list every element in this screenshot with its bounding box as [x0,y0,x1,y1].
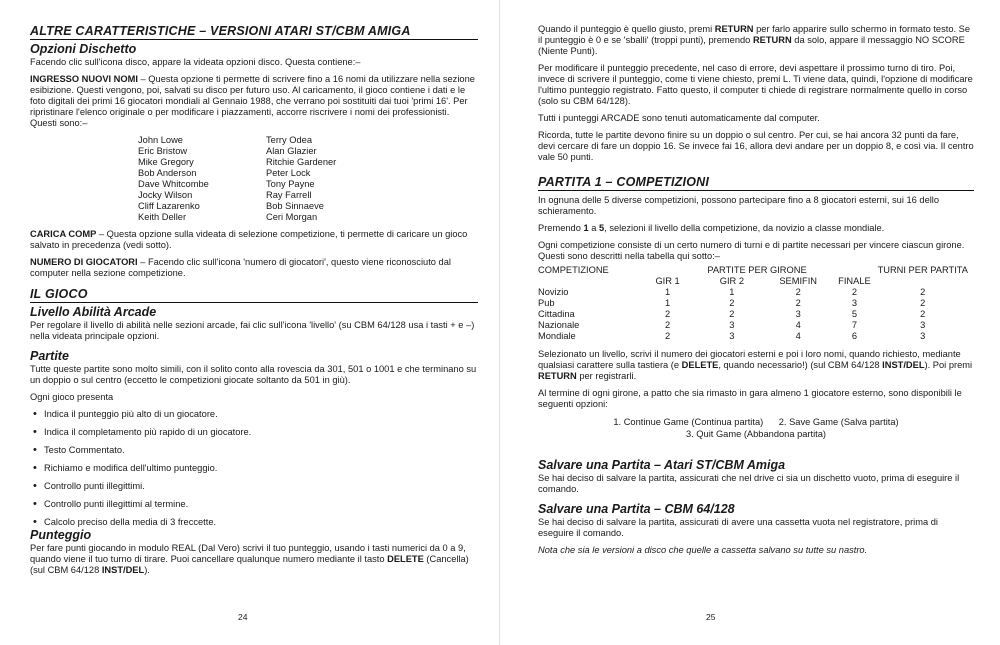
player-name: Mike Gregory [138,157,194,167]
player-name: Terry Odea [266,135,312,145]
player-name: Ceri Morgan [266,212,318,222]
arcade-paragraph: Tutti i punteggi ARCADE sono tenuti automaticamente dal computer. [538,113,820,123]
cell-gir1: 2 [665,309,671,319]
return-key: RETURN [538,371,577,381]
page-number-right: 25 [706,612,716,622]
player-name: Bob Sinnaeve [266,201,324,211]
heading-livello: Livello Abilità Arcade [30,305,157,319]
header-partite: PARTITE PER GIRONE [707,265,807,275]
cell-semifin: 2 [795,287,801,297]
heading-salvare-amiga: Salvare una Partita – Atari ST/CBM Amiga [538,458,786,472]
list-item: • Calcolo preciso della media di 3 freccette. [30,517,478,528]
heading-punteggio: Punteggio [30,528,92,542]
carica-label: CARICA COMP [30,229,97,239]
cell-semifin: 4 [795,331,801,341]
doppio-paragraph: Ricorda, tutte le partite devono finire su un doppio o sul centro. Per cui, se hai ancora 32 punti da fare, devi cercare di fare un doppio 16. Se invece fai 16, allora devi andare per un doppio 8, e così via. Il centro vale 50 punti. [538,130,974,162]
numero-label: NUMERO DI GIOCATORI [30,257,138,267]
list-item: • Richiamo e modifica dell'ultimo punteggio. [30,463,478,474]
header-gir2: GIR 2 [719,276,745,286]
comp-paragraph-1: In ognuna delle 5 diverse competizioni, possono partecipare fino a 8 giocatori esterni, sui 16 dello schieramento. [538,195,940,216]
ingresso-paragraph [30,74,478,129]
section-title-altre: ALTRE CARATTERISTICHE – VERSIONI ATARI ST/CBM AMIGA [30,26,478,40]
selezionato-paragraph [538,349,974,382]
text: a [588,223,599,233]
heading-partite: Partite [30,349,69,363]
comp-paragraph-2 [538,223,974,234]
header-semifin: SEMIFIN [779,276,818,286]
comp-paragraph-3: Ogni competizione consiste di un certo numero di turni e di partite necessari per vincere ciascun girone. Questi sono descritti nella tabella qui sotto:– [538,240,965,261]
row-name: Novizio [538,287,569,297]
text: per farlo apparire sullo schermo in formato testo. Se il punteggio è 0 e se 'sballi' (troppi punti), premendo [538,24,971,45]
player-name: Cliff Lazarenko [138,201,200,211]
instdel-key: INST/DEL [101,565,145,575]
player-name: Bob Anderson [138,168,197,178]
punteggio-paragraph [30,543,478,576]
player-name: Keith Deller [138,212,187,222]
player-name: Jocky Wilson [138,190,193,200]
text: da solo, appare il messaggio NO SCORE (Niente Punti). [538,35,965,56]
cell-gir1: 1 [665,298,671,308]
girone-options [538,416,974,440]
ingresso-label: INGRESSO NUOVI NOMI [30,74,138,84]
table-subheader-row [538,276,968,287]
cell-finale: 6 [851,331,858,341]
cell-turni: 3 [920,331,926,341]
section-title-gioco: IL GIOCO [30,289,478,303]
cell-turni: 2 [920,287,926,297]
salvare-cbm-text: Se hai deciso di salvare la partita, assicurati di avere una cassetta vuota nel registratore, prima di eseguire il comando. [538,517,938,538]
cell-gir1: 2 [665,331,671,341]
player-name: Ritchie Gardener [266,157,337,167]
list-item: • Testo Commentato. [30,445,478,456]
cell-gir2: 2 [729,298,735,308]
heading-salvare-cbm: Salvare una Partita – CBM 64/128 [538,502,735,516]
text: Premendo [538,223,584,233]
table-row [538,298,968,309]
text: ). Poi premi [924,360,973,370]
header-turni: TURNI PER PARTITA [877,265,968,275]
cell-finale: 5 [851,309,858,319]
ingresso-text: – Questa opzione ti permette di scrivere fino a 16 nomi da utilizzare nella sezione esibizione. Questi vengono, poi, salvati su disco per futuro uso. Al caricamento, il gioco contiene i dati e le foto digitali dei primi 16 giocatori mondiali al Gennaio 1988, che verrano poi sostituiti dai tuoi 'primi 16'. Per ripristinare l'elenco originale o per modificare i piazzamenti, accorre riscrivere i nomi dei professionisti. Questi sono:– [30,74,475,128]
text: Selezionato un livello, scrivi il numero dei giocatori esterni e poi i loro nomi, quando richiesto, mediante qualsiasi carattere sulla tastiera (e [538,349,961,370]
key-5: 5 [599,223,605,233]
delete-key: DELETE [387,554,424,564]
instdel-key: INST/DEL [882,360,925,370]
text: , quando necessario!) (sul CBM 64/128 [718,360,883,370]
cell-finale: 7 [851,320,858,330]
cell-gir1: 1 [665,287,671,297]
player-name: Alan Glazier [266,146,317,156]
cell-semifin: 2 [795,298,801,308]
text: , selezioni il livello della competizione, da novizio a classe mondiale. [604,223,885,233]
row-name: Cittadina [538,309,575,319]
punteggio-end: ). [144,565,150,575]
row-name: Mondiale [538,331,576,341]
cell-gir2: 2 [729,309,735,319]
list-item: • Controllo punti illegittimi al termine. [30,499,478,510]
competitions-table [538,265,968,342]
text: per registrarli. [576,371,637,381]
option-save: 2. Save Game (Salva partita) [778,417,899,427]
row-name: Nazionale [538,320,580,330]
cell-gir2: 3 [729,331,735,341]
cell-semifin: 4 [795,320,801,330]
ogni-gioco: Ogni gioco presenta [30,392,114,402]
cell-semifin: 3 [795,309,801,319]
list-item: • Indica il completamento più rapido di un giocatore. [30,427,478,438]
player-name: Dave Whitcombe [138,179,209,189]
opzioni-intro: Facendo clic sull'icona disco, appare la videata opzioni disco. Questa contiene:– [30,57,361,67]
list-item: • Indica il punteggio più alto di un giocatore. [30,409,478,420]
heading-opzioni-dischetto: Opzioni Dischetto [30,42,137,56]
players-list [138,135,478,223]
list-item: • Controllo punti illegittimi. [30,481,478,492]
cell-gir2: 1 [729,287,735,297]
player-name: Peter Lock [266,168,311,178]
cell-gir1: 2 [665,320,671,330]
page-number-left: 24 [238,612,248,622]
key-1: 1 [583,223,589,233]
player-name: Eric Bristow [138,146,188,156]
header-gir1: GIR 1 [655,276,680,286]
header-finale: FINALE [838,276,871,286]
table-row [538,287,968,298]
nota-text: Nota che sia le versioni a disco che quelle a cassetta salvano su tutte su nastro. [538,545,868,555]
cell-gir2: 3 [729,320,735,330]
modify-paragraph: Per modificare il punteggio precedente, nel caso di errore, devi aspettare il prossimo turno di tiro. Poi, invece di scrivere il punteggio, come ti viene chiesto, premi L. Ti viene data, quindi, l'opzione di modificare l'ultimo punteggio registrato. Fatto questo, il computer ti chiede di registrare normalmente quello in corso (solo su CBM 64/128). [538,63,973,106]
partite-text: Tutte queste partite sono molto simili, con il solito conto alla rovescia da 301, 501 o 1001 e che terminano su un doppio o sul centro (eccetto le competizioni giocate soltanto da 501 in giù). [30,364,477,385]
termine-paragraph: Al termine di ogni girone, a patto che sia rimasto in gara almeno 1 giocatore esterno, sono disponibili le seguenti opzioni: [538,388,962,409]
cell-turni: 2 [920,309,926,319]
cell-turni: 2 [920,298,926,308]
header-competizione: COMPETIZIONE [538,265,609,275]
table-row [538,320,968,331]
return-key: RETURN [752,35,792,45]
page-right [500,0,1000,645]
cell-turni: 3 [920,320,926,330]
salvare-amiga-text: Se hai deciso di salvare la partita, assicurati che nel drive ci sia un dischetto vuoto, prima di eseguire il comando. [538,473,960,494]
cell-finale: 3 [851,298,858,308]
text: Quando il punteggio è quello giusto, premi [538,24,715,34]
livello-text: Per regolare il livello di abilità nelle sezioni arcade, fai clic sull'icona 'livello' (su CBM 64/128 usa i tasti + e –) nella videata principale opzioni. [30,320,475,341]
numero-paragraph [30,257,478,279]
numero-text: – Facendo clic sull'icona 'numero di giocatori', questo viene riconosciuto dal computer nella sezione competizione. [30,257,451,278]
player-name: Tony Payne [266,179,315,189]
return-paragraph [538,24,974,57]
punteggio-mid: (Cancella) (sul CBM 64/128 [30,554,469,575]
carica-paragraph [30,229,478,251]
table-row [538,331,968,342]
features-list [30,409,478,528]
table-row [538,309,968,320]
player-name: Ray Farrell [266,190,312,200]
player-name: John Lowe [138,135,183,145]
section-title-partita: PARTITA 1 – COMPETIZIONI [538,177,974,191]
option-continue: 1. Continue Game (Continua partita) [613,417,764,427]
table-header-row [538,265,968,276]
carica-text: – Questa opzione sulla videata di selezione competizione, ti permette di caricare un gioco salvato in precedenza (vedi sotto). [30,229,468,250]
return-key: RETURN [714,24,754,34]
punteggio-text: Per fare punti giocando in modulo REAL (Dal Vero) scrivi il tuo punteggio, usando i tasti numerici da 0 a 9, quando viene il tuo turno di tirare. Puoi cancellare qualunque numero mediante il tasto [30,543,466,564]
option-quit: 3. Quit Game (Abbandona partita) [685,429,827,439]
cell-finale: 2 [851,287,858,297]
row-name: Pub [538,298,555,308]
delete-key: DELETE [681,360,719,370]
